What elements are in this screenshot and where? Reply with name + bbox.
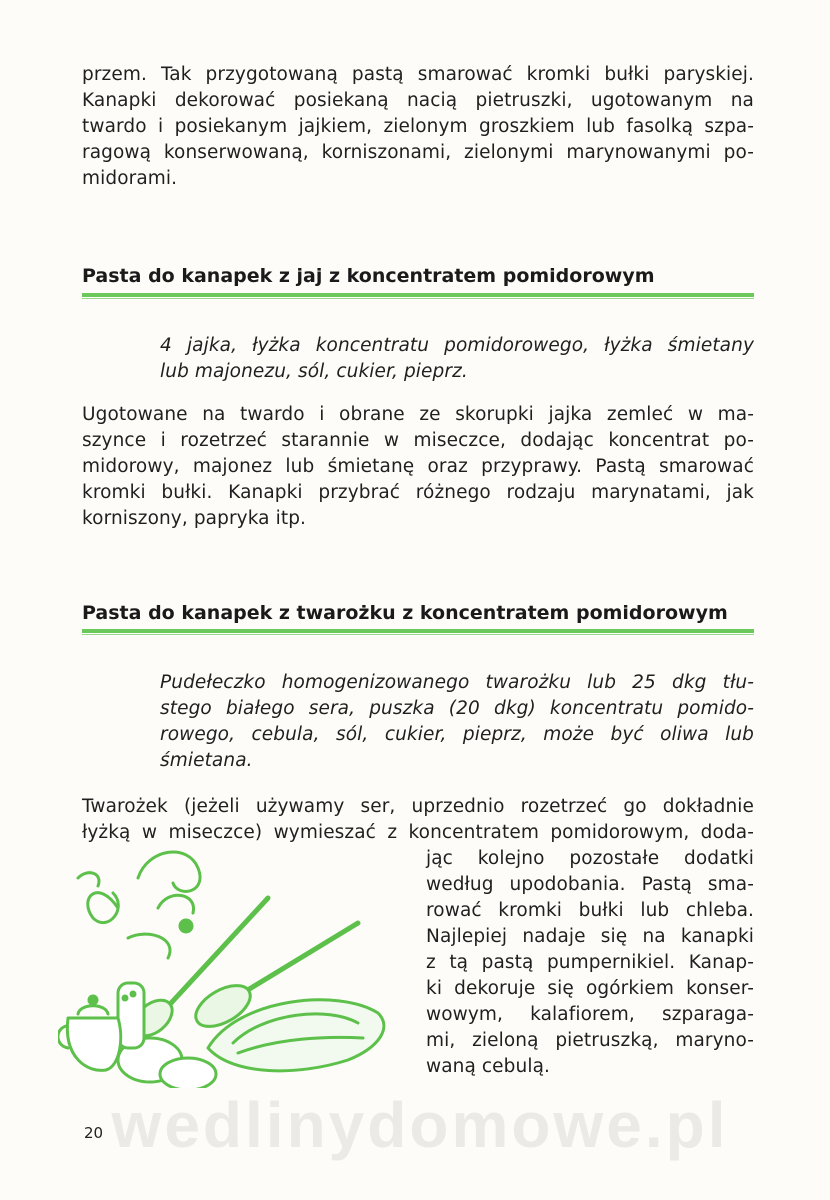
text-line: Ugotowane na twardo i obrane ze skorupki jajka zemleć w ma- [82,404,754,425]
text-line: Twarożek (jeżeli używamy ser, uprzednio rozetrzeć go dokładnie [82,796,754,817]
text-line: midorowy, majonez lub śmietanę oraz przyprawy. Pastą smarować [82,456,754,477]
recipe1-title: Pasta do kanapek z jaj z koncentratem pomidorowym [82,265,655,287]
text-line: lub majonezu, sól, cukier, pieprz. [160,361,468,382]
section-divider [82,629,754,633]
text-line: śmietana. [160,750,253,771]
text-line: rować kromki bułki lub chleba. [426,900,754,921]
kitchen-illustration [58,838,398,1088]
text-line: ki dekoruje się ogórkiem konser- [426,978,754,999]
text-line: szynce i rozetrzeć starannie w miseczce, dodając koncentrat po- [82,430,754,451]
text-line: wowym, kalafiorem, szparaga- [426,1004,754,1025]
section-divider [82,293,754,297]
text-line: rowego, cebula, sól, cukier, pieprz, może być oliwa lub [160,724,754,745]
text-line: jąc kolejno pozostałe dodatki [426,848,754,869]
page-number: 20 [84,1124,104,1142]
intro-paragraph [82,62,754,192]
recipe2-title: Pasta do kanapek z twarożku z koncentratem pomidorowym [82,602,728,624]
recipe1-ingredients [160,333,754,385]
text-line: kromki bułki. Kanapki przybrać różnego rodzaju marynatami, jak [82,482,754,503]
text-line: 4 jajka, łyżka koncentratu pomidorowego, łyżka śmietany [160,335,754,356]
text-line: ragową konserwowaną, korniszonami, zielonymi marynowanymi po- [82,142,754,163]
text-line: waną cebulą. [426,1056,550,1077]
text-line: stego białego sera, puszka (20 dkg) koncentratu pomido- [160,698,754,719]
text-line: z tą pastą pumpernikiel. Kanap- [426,952,754,973]
recipe2-method-wrapped [426,846,754,1080]
text-line: twardo i posiekanym jajkiem, zielonym groszkiem lub fasolką szpa- [82,116,754,137]
text-line: łyżką w miseczce) wymieszać z koncentratem pomidorowym, doda- [82,822,754,843]
text-line: Kanapki dekorować posiekaną nacią pietruszki, ugotowanym na [82,90,754,111]
recipe2-ingredients [160,670,754,774]
text-line: Pudełeczko homogenizowanego twarożku lub 25 dkg tłu- [160,672,754,693]
recipe1-method [82,402,754,532]
text-line: mi, zieloną pietruszką, maryno- [426,1030,754,1051]
text-line: midorami. [82,168,178,189]
text-line: Najlepiej nadaje się na kanapki [426,926,754,947]
text-line: według upodobania. Pastą sma- [426,874,754,895]
watermark: wedlinydomowe.pl [111,1089,729,1161]
text-line: przem. Tak przygotowaną pastą smarować kromki bułki paryskiej. [82,64,754,85]
text-line: korniszony, papryka itp. [82,508,307,529]
